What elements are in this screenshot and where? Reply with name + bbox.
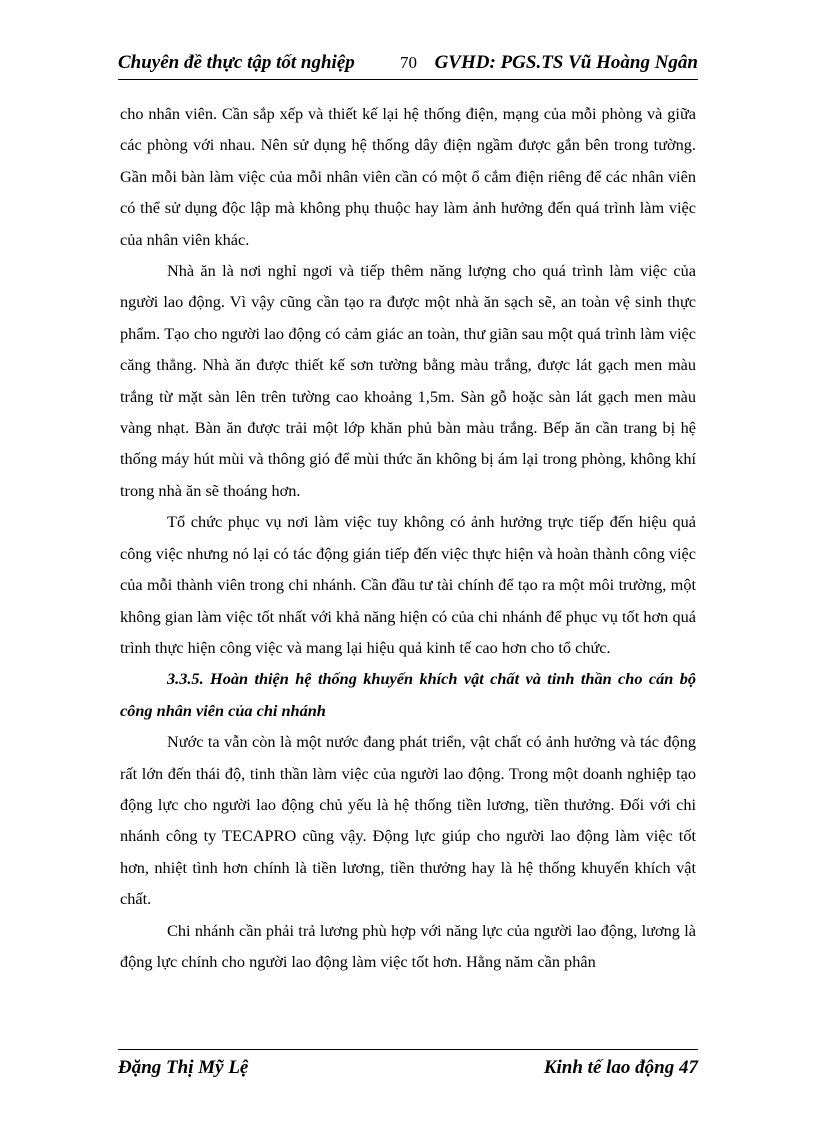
paragraph-workplace-service: Tổ chức phục vụ nơi làm việc tuy không có ảnh hưởng trực tiếp đến hiệu quả công việc nhưng nó lại có tác động gián tiếp đến việc thực hiện và hoàn thành công việc của mỗi thành viên trong chi nhánh. Cần đầu tư tài chính để tạo ra một môi trường, một không gian làm việc tốt nhất với khả năng hiện có của chi nhánh để phục vụ tốt hơn quá trình thực hiện công việc và mang lại hiệu quả kinh tế cao hơn cho tổ chức. [120, 512, 696, 657]
paragraph-canteen: Nhà ăn là nơi nghỉ ngơi và tiếp thêm năng lượng cho quá trình làm việc của người lao động. Vì vậy cũng cần tạo ra được một nhà ăn sạch sẽ, an toàn vệ sinh thực phẩm. Tạo cho người lao động có cảm giác an toàn, thư giãn sau một quá trình làm việc căng thẳng. Nhà ăn được thiết kế sơn tường bằng màu trắng, được lát gạch men màu trắng từ mặt sàn lên trên tường cao khoảng 1,5m. Sàn gỗ hoặc sàn lát gạch men màu vàng nhạt. Bàn ăn được trải một lớp khăn phủ bàn màu trắng. Bếp ăn cần trang bị hệ thống máy hút mùi và thông gió để mùi thức ăn không bị ám lại trong phòng, không khí trong nhà ăn sẽ thoáng hơn. [120, 261, 696, 500]
paragraph-salary: Chi nhánh cần phải trả lương phù hợp với năng lực của người lao động, lương là động lực chính cho người lao động làm việc tốt hơn. Hằng năm cần phân [120, 920, 696, 971]
paragraph-continuation: cho nhân viên. Cần sắp xếp và thiết kế lại hệ thống điện, mạng của mỗi phòng và giữa các phòng với nhau. Nên sử dụng hệ thống dây điện ngầm được gắn bên trong tường. Gần mỗi bàn làm việc của mỗi nhân viên cần có một ổ cắm điện riêng để các nhân viên có thể sử dụng độc lập mà không phụ thuộc hay làm ảnh hưởng đến quá trình làm việc của nhân viên khác. [120, 104, 696, 249]
section-heading: 3.3.5. Hoàn thiện hệ thống khuyến khích vật chất và tinh thần cho cán bộ công nhân viên của chi nhánh [120, 669, 696, 720]
page-header [118, 50, 698, 78]
document-body [120, 98, 696, 977]
header-advisor: GVHD: PGS.TS Vũ Hoàng Ngân [434, 52, 698, 73]
footer-author: Đặng Thị Mỹ Lệ [118, 1057, 249, 1078]
footer-rule [118, 1049, 698, 1050]
footer-course: Kinh tế lao động 47 [543, 1057, 698, 1078]
header-rule [118, 79, 698, 80]
paragraph-material-incentives: Nước ta vẫn còn là một nước đang phát triển, vật chất có ảnh hưởng và tác động rất lớn đến thái độ, tinh thần làm việc của người lao động. Trong một doanh nghiệp tạo động lực cho người lao động chủ yếu là hệ thống tiền lương, tiền thưởng. Đối với chi nhánh công ty TECAPRO cũng vậy. Động lực giúp cho người lao động làm việc tốt hơn, nhiệt tình hơn chính là tiền lương, tiền thưởng hay là hệ thống khuyến khích vật chất. [120, 732, 696, 909]
page-number: 70 [400, 53, 417, 72]
header-title: Chuyên đề thực tập tốt nghiệp [118, 52, 355, 73]
